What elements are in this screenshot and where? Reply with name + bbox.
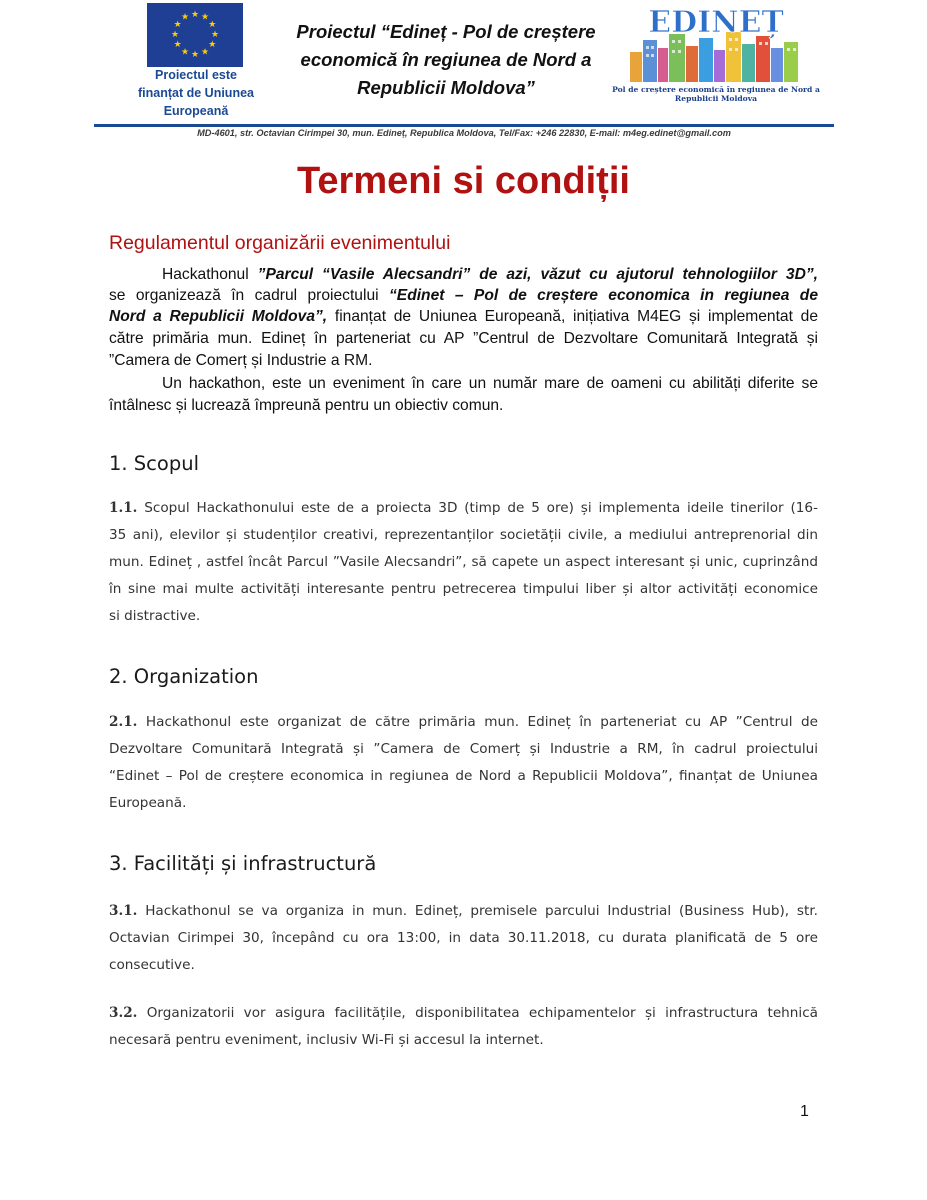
regulation-line xyxy=(109,306,818,328)
eu-flag-logo xyxy=(147,3,243,67)
section-line: Dezvoltare Comunitară Integrată și ”Camera de Comerț și Industrie a RM, în cadrul proiectului xyxy=(109,741,818,757)
svg-text:★: ★ xyxy=(180,47,190,58)
logo-title: EDINEȚ xyxy=(648,5,784,40)
text-span: Hackathonul xyxy=(162,266,258,283)
project-title-line: Proiectul “Edineț - Pol de creștere xyxy=(296,21,596,42)
section-line: 35 ani), elevilor și studenților creativi, reprezentanților societății civile, a mediului antreprenorial din xyxy=(109,527,818,543)
clause-number: 1.1. xyxy=(109,500,138,516)
page-number: 1 xyxy=(800,1103,809,1120)
regulation-line xyxy=(109,285,818,307)
section-line: consecutive. xyxy=(109,957,195,973)
section-line xyxy=(109,714,818,730)
section-line: “Edinet – Pol de creștere economica in regiunea de Nord a Republicii Moldova”, finanțat de Uniunea xyxy=(109,768,818,784)
eu-caption-line: finanțat de Uniunea xyxy=(138,86,254,100)
regulation-line: întâlnesc și lucrează împreună pentru un obiectiv comun. xyxy=(109,397,504,414)
text-span: finanțat de Uniunea Europeană, inițiativa M4EG și implementat de xyxy=(327,308,818,325)
section-line: necesară pentru eveniment, inclusiv Wi-Fi și accesul la internet. xyxy=(109,1032,544,1048)
section-line xyxy=(109,1005,818,1021)
clause-number: 2.1. xyxy=(109,714,138,730)
section-line xyxy=(109,500,818,516)
text-span: Scopul Hackathonului este de a proiecta 3D (timp de 5 ore) și implementa ideile tinerilor (16- xyxy=(137,500,818,516)
edinet-logo xyxy=(612,2,820,108)
svg-text:★: ★ xyxy=(190,10,200,20)
project-title-line: Republicii Moldova” xyxy=(357,77,535,98)
regulation-heading: Regulamentul organizării evenimentului xyxy=(109,232,451,254)
address-line: MD-4601, str. Octavian Cirimpei 30, mun. Edineț, Republica Moldova, Tel/Fax: +246 22830, E-mail: m4eg.edinet@gmail.com xyxy=(197,128,731,138)
header-divider xyxy=(94,124,834,127)
eu-stars-icon xyxy=(147,3,243,67)
eu-caption-line: Europeană xyxy=(163,104,229,118)
text-span: se organizează în cadrul proiectului xyxy=(109,287,389,304)
city-skyline-icon xyxy=(612,2,820,108)
clause-number: 3.1. xyxy=(109,903,138,919)
regulation-line xyxy=(162,264,818,286)
svg-text:★: ★ xyxy=(200,47,210,58)
regulation-line: ”Camera de Comerț și Industrie a RM. xyxy=(109,352,373,369)
text-span: Organizatorii vor asigura facilitățile, disponibilitatea echipamentelor și infrastructura tehnică xyxy=(137,1005,818,1021)
project-name: “Edinet – Pol de creștere economica in regiunea de xyxy=(389,287,818,304)
logo-caption-line: Republicii Moldova xyxy=(674,94,758,103)
svg-text:★: ★ xyxy=(210,30,220,40)
logo-caption-line: Pol de creștere economică în regiunea de Nord a xyxy=(612,85,820,94)
section-heading: 3. Facilități și infrastructură xyxy=(109,852,377,875)
section-heading: 2. Organization xyxy=(109,665,259,688)
svg-text:★: ★ xyxy=(208,40,217,50)
text-span: Hackathonul se va organiza in mun. Edineț, premisele parcului Industrial (Business Hub), str. xyxy=(137,903,818,919)
clause-number: 3.2. xyxy=(109,1005,138,1021)
eu-caption-line: Proiectul este xyxy=(155,68,237,82)
section-heading: 1. Scopul xyxy=(109,452,199,475)
svg-text:★: ★ xyxy=(190,50,200,60)
section-line xyxy=(109,903,818,919)
svg-text:★: ★ xyxy=(200,12,210,23)
regulation-line: către primăria mun. Edineț în parteneriat cu AP ”Centrul de Dezvoltare Comunitară Integrată și xyxy=(109,330,818,347)
project-name: Nord a Republicii Moldova”, xyxy=(109,308,328,325)
svg-text:★: ★ xyxy=(170,30,180,40)
svg-text:★: ★ xyxy=(173,20,182,30)
page-title: Termeni si condiții xyxy=(297,160,630,202)
text-span: Hackathonul este organizat de către primăria mun. Edineț în parteneriat cu AP ”Centrul de xyxy=(137,714,818,730)
event-name: ”Parcul “Vasile Alecsandri” de azi, văzut cu ajutorul tehnologiilor 3D”, xyxy=(257,266,818,283)
section-line: si distractive. xyxy=(109,608,201,624)
svg-text:★: ★ xyxy=(173,40,182,50)
regulation-line: Un hackathon, este un eveniment în care un număr mare de oameni cu abilități diferite se xyxy=(162,375,818,392)
project-title xyxy=(286,18,606,102)
section-line: în sine mai multe activități interesante pentru petrecerea timpului liber și altor activități economice xyxy=(109,581,818,597)
project-title-line: economică în regiunea de Nord a xyxy=(300,49,592,70)
section-line: Europeană. xyxy=(109,795,187,811)
eu-funding-caption xyxy=(118,66,274,120)
svg-text:★: ★ xyxy=(208,20,217,30)
section-line: Octavian Cirimpei 30, începând cu ora 13:00, in data 30.11.2018, cu durata planificată de 5 ore xyxy=(109,930,818,946)
section-line: mun. Edineț , astfel încât Parcul ”Vasile Alecsandri”, să capete un aspect interesant și unic, cuprinzând xyxy=(109,554,818,570)
svg-text:★: ★ xyxy=(180,12,190,23)
